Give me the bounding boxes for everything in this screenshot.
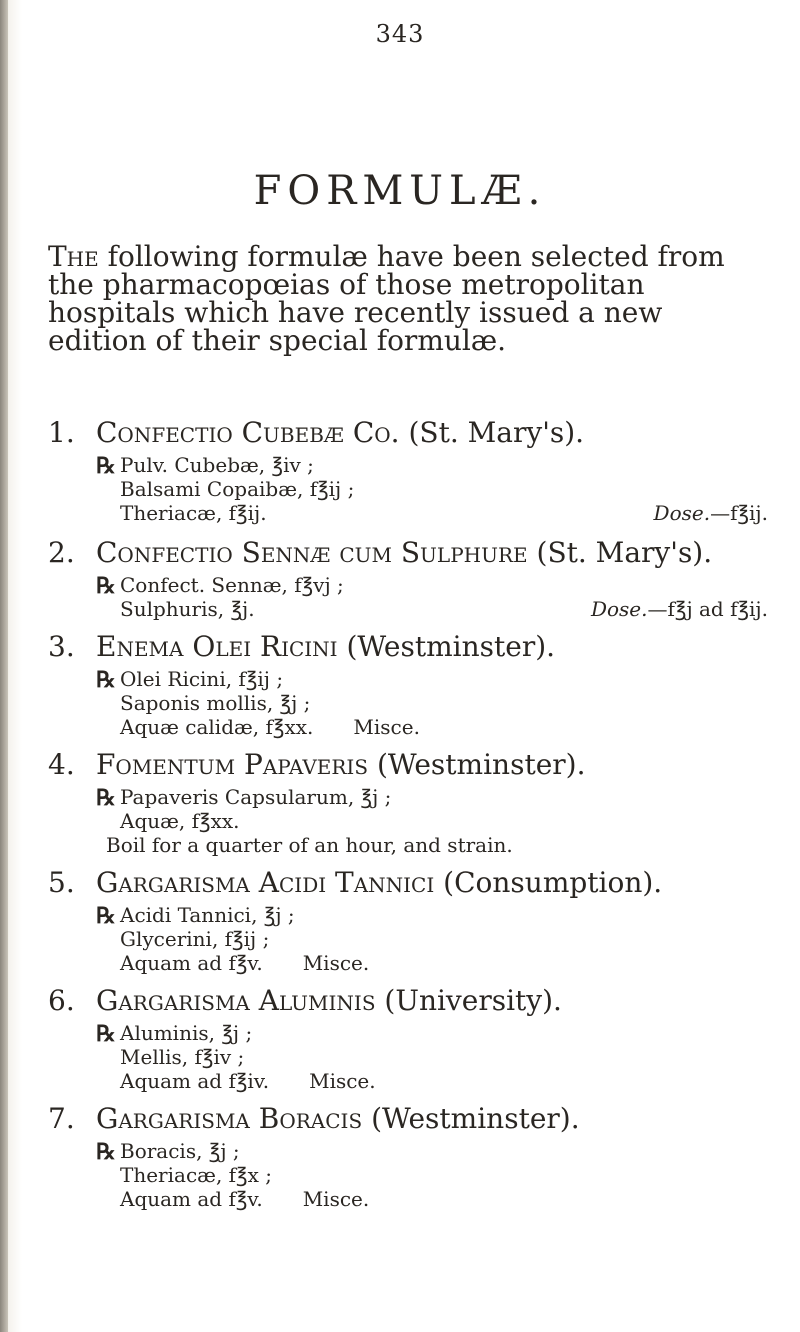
ingredient-line: Pulv. Cubebæ, ℥iv ;	[120, 453, 314, 477]
formula-number: 5.	[48, 866, 75, 899]
formula-source: (University).	[384, 984, 562, 1017]
ingredient-line: Aquæ calidæ, f℥xx. Misce.	[120, 715, 420, 739]
formula-entry	[48, 1102, 768, 1211]
recipe-symbol: ℞	[96, 903, 116, 929]
formula-name: Enema Olei Ricini	[96, 630, 338, 663]
formula-source: (St. Mary's).	[408, 416, 585, 449]
formula-source: (St. Mary's).	[536, 536, 713, 569]
formula-number: 4.	[48, 748, 75, 781]
misce-label: Misce.	[309, 1069, 376, 1093]
ingredient-list	[120, 667, 760, 739]
formula-title	[48, 538, 768, 568]
recipe-symbol: ℞	[96, 785, 116, 811]
formula-name: Confectio Cubebæ Co.	[96, 416, 400, 449]
ingredient-list	[120, 1139, 760, 1211]
ingredient-line: Theriacæ, f℥ij.	[120, 501, 267, 525]
formula-entry	[48, 630, 768, 739]
intro-paragraph	[48, 240, 768, 357]
recipe-symbol: ℞	[96, 667, 116, 693]
formula-title	[48, 868, 768, 898]
dose	[654, 501, 768, 525]
recipe-symbol: ℞	[96, 453, 116, 479]
ingredient-line: Balsami Copaibæ, f℥ij ;	[120, 477, 355, 501]
intro-text: following formulæ have been selected from the pharmacopœias of those metropolitan hospitals which have recently issued a new edition of their special formulæ.	[48, 240, 725, 357]
formula-entry	[48, 416, 768, 525]
formula-title	[48, 632, 768, 662]
formula-title	[48, 986, 768, 1016]
formula-entry	[48, 984, 768, 1093]
ingredient-line: Aquam ad f℥iv. Misce.	[120, 1069, 376, 1093]
formula-number: 1.	[48, 416, 75, 449]
intro-first-word: The	[48, 240, 99, 273]
formula-number: 3.	[48, 630, 75, 663]
ingredient-line: Theriacæ, f℥x ;	[120, 1163, 272, 1187]
ingredient-line: Boracis, ℥j ;	[120, 1139, 240, 1163]
formula-title	[48, 418, 768, 448]
ingredient-line: Aquam ad f℥v. Misce.	[120, 951, 370, 975]
formula-number: 6.	[48, 984, 75, 1017]
recipe-symbol: ℞	[96, 1139, 116, 1165]
formula-name: Confectio Sennæ cum Sulphure	[96, 536, 528, 569]
formula-entry	[48, 536, 768, 621]
dose-label: Dose.	[590, 597, 648, 621]
formula-source: (Westminster).	[346, 630, 556, 663]
formula-entry	[48, 866, 768, 975]
formula-name: Gargarisma Acidi Tannici	[96, 866, 435, 899]
ingredient-line: Aquæ, f℥xx.	[120, 809, 240, 833]
dose-value: —f℥ij.	[710, 501, 768, 525]
dose	[591, 597, 768, 621]
instruction-line: Boil for a quarter of an hour, and strain.	[106, 833, 513, 857]
ingredient-line: Papaveris Capsularum, ℥j ;	[120, 785, 392, 809]
ingredient-line: Glycerini, f℥ij ;	[120, 927, 270, 951]
ingredient-list	[120, 1021, 760, 1093]
formula-source: (Consumption).	[443, 866, 663, 899]
recipe-symbol: ℞	[96, 573, 116, 599]
page-number: 343	[375, 20, 425, 48]
formula-name: Gargarisma Boracis	[96, 1102, 363, 1135]
ingredient-line: Olei Ricini, f℥ij ;	[120, 667, 284, 691]
ingredient-list	[106, 785, 760, 857]
ingredient-line: Saponis mollis, ℥j ;	[120, 691, 311, 715]
ingredient-line: Aquam ad f℥v. Misce.	[120, 1187, 370, 1211]
ingredient-line: Aluminis, ℥j ;	[120, 1021, 253, 1045]
misce-label: Misce.	[302, 951, 370, 975]
formula-entry	[48, 748, 768, 857]
formula-name: Fomentum Papaveris	[96, 748, 369, 781]
formula-source: (Westminster).	[376, 748, 586, 781]
dose-value: —f℥j ad f℥ij.	[647, 597, 768, 621]
formula-number: 2.	[48, 536, 75, 569]
ingredient-line: Sulphuris, ℥j.	[120, 597, 255, 621]
formula-name: Gargarisma Aluminis	[96, 984, 376, 1017]
page-heading: FORMULÆ.	[253, 168, 547, 214]
ingredient-list	[120, 903, 760, 975]
formula-number: 7.	[48, 1102, 75, 1135]
ingredient-line: Acidi Tannici, ℥j ;	[120, 903, 295, 927]
recipe-symbol: ℞	[96, 1021, 116, 1047]
formula-title	[48, 750, 768, 780]
formula-title	[48, 1104, 768, 1134]
formula-source: (Westminster).	[371, 1102, 580, 1135]
misce-label: Misce.	[302, 1187, 370, 1211]
misce-label: Misce.	[353, 715, 420, 739]
ingredient-line: Mellis, f℥iv ;	[120, 1045, 245, 1069]
dose-label: Dose.	[653, 501, 711, 525]
ingredient-line: Confect. Sennæ, f℥vj ;	[120, 573, 344, 597]
